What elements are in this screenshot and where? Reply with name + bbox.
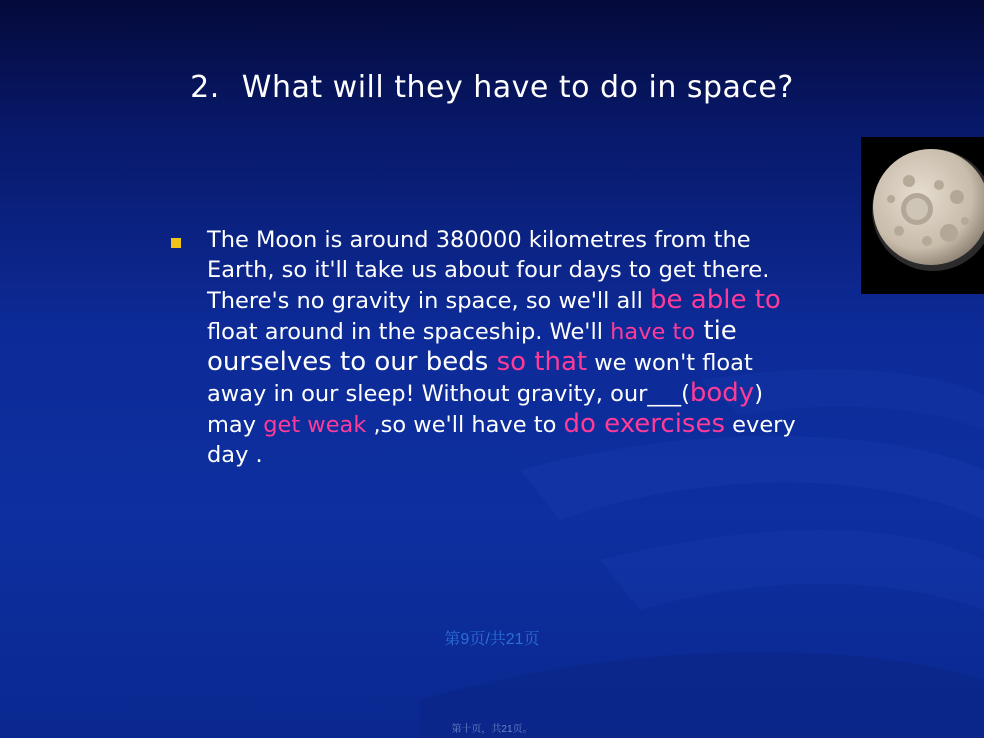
text-segment: every <box>725 412 796 438</box>
text-segment: ) <box>754 381 763 407</box>
paragraph-line: The Moon is around 380000 kilometres from the <box>207 227 751 253</box>
text-segment: float around in the spaceship. We'll <box>207 319 611 345</box>
highlight-phrase: body <box>689 378 755 408</box>
highlight-phrase: so that <box>496 347 588 377</box>
text-segment: There's no gravity in space, so we'll all <box>207 288 651 314</box>
paragraph-line <box>207 409 817 440</box>
text-segment: tie <box>695 316 737 346</box>
title-text: What will they have to do in space? <box>241 70 794 105</box>
paragraph-line <box>207 316 817 347</box>
highlight-phrase: do exercises <box>563 409 726 439</box>
highlight-phrase: be able to <box>650 285 781 315</box>
page-footnote: 第十页，共21页。 <box>451 724 533 735</box>
paragraph-line: day . <box>207 442 263 468</box>
paragraph-line <box>207 347 817 378</box>
highlight-phrase: get weak <box>263 412 367 438</box>
paragraph-line: Earth, so it'll take us about four days to get there. <box>207 257 770 283</box>
square-bullet-icon <box>171 238 181 248</box>
slide-title <box>0 70 984 105</box>
moon-image <box>861 137 984 294</box>
title-number: 2. <box>190 70 220 105</box>
text-segment: we won't float <box>587 350 753 376</box>
text-segment: ourselves to our beds <box>207 347 497 377</box>
highlight-phrase: have to <box>610 319 696 345</box>
text-segment: away in our sleep! Without gravity, our___( <box>207 381 690 407</box>
moon-icon <box>861 137 984 294</box>
paragraph-line <box>207 285 817 316</box>
paragraph-line <box>207 378 817 409</box>
body-paragraph <box>207 225 817 470</box>
page-indicator: 第9页/共21页 <box>444 631 540 648</box>
text-segment: may <box>207 412 264 438</box>
text-segment: ,so we'll have to <box>366 412 564 438</box>
